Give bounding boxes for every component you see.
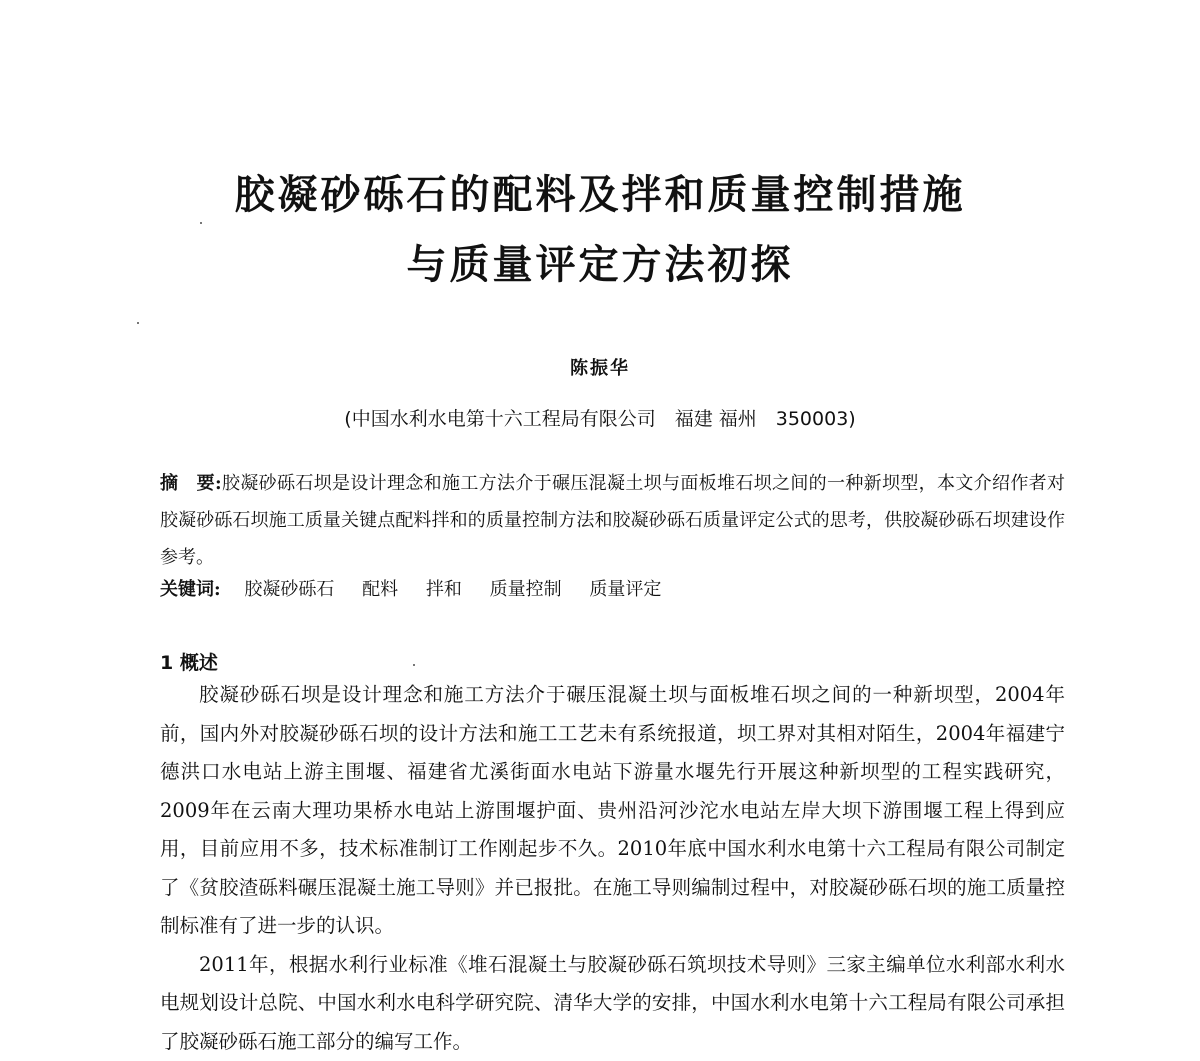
scan-speck (137, 322, 139, 324)
author-affiliation: (中国水利水电第十六工程局有限公司 福建 福州 350003) (0, 404, 1200, 431)
author-name: 陈振华 (0, 354, 1200, 380)
keyword-item: 胶凝砂砾石 (244, 579, 334, 600)
abstract-label: 摘 要: (160, 473, 222, 494)
body-paragraph: 2011年，根据水利行业标准《堆石混凝土与胶凝砂砾石筑坝技术导则》三家主编单位水利部水利水电规划设计总院、中国水利水电科学研究院、清华大学的安排，中国水利水电第十六工程局有限公司承担了胶凝砂砾石施工部分的编写工作。 (160, 946, 1065, 1061)
keyword-item: 质量评定 (589, 579, 661, 600)
paper-title-line-1: 胶凝砂砾石的配料及拌和质量控制措施 (0, 175, 1200, 215)
section-heading: 1 概述 (160, 648, 218, 675)
keyword-item: 配料 (362, 579, 398, 600)
abstract (160, 465, 1065, 576)
scan-speck (200, 222, 202, 224)
keywords-label: 关键词: (160, 579, 221, 600)
keyword-item: 拌和 (426, 579, 462, 600)
body-paragraph: 胶凝砂砾石坝是设计理念和施工方法介于碾压混凝土坝与面板堆石坝之间的一种新坝型，2004年前，国内外对胶凝砂砾石坝的设计方法和施工工艺未有系统报道，坝工界对其相对陌生，2004年福建宁德洪口水电站上游主围堰、福建省尤溪街面水电站下游量水堰先行开展这种新坝型的工程实践研究，2009年在云南大理功果桥水电站上游围堰护面、贵州沿河沙沱水电站左岸大坝下游围堰工程上得到应用，目前应用不多，技术标准制订工作刚起步不久。2010年底中国水利水电第十六工程局有限公司制定了《贫胶渣砾料碾压混凝土施工导则》并已报批。在施工导则编制过程中，对胶凝砂砾石坝的施工质量控制标准有了进一步的认识。 (160, 676, 1065, 946)
keyword-item: 质量控制 (490, 579, 562, 600)
scan-speck (413, 664, 415, 666)
paper-title-line-2: 与质量评定方法初探 (0, 245, 1200, 285)
section-body (160, 676, 1065, 1061)
keywords (160, 575, 1065, 605)
abstract-text: 胶凝砂砾石坝是设计理念和施工方法介于碾压混凝土坝与面板堆石坝之间的一种新坝型，本文介绍作者对胶凝砂砾石坝施工质量关键点配料拌和的质量控制方法和胶凝砂砾石质量评定公式的思考，供胶凝砂砾石坝建设作参考。 (160, 473, 1065, 568)
